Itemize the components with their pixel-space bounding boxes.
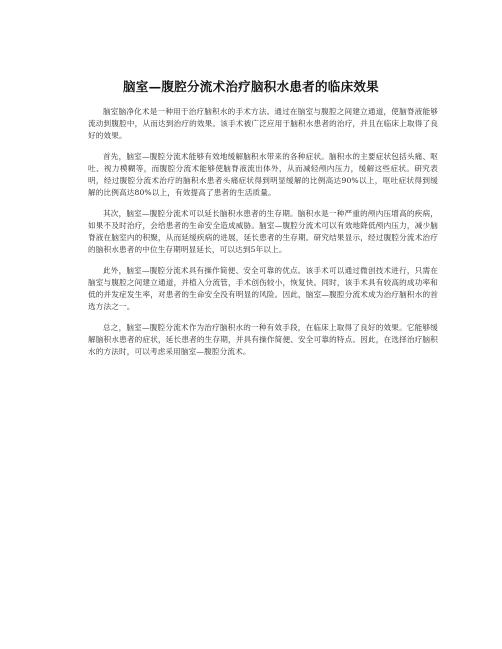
document-title: 脑室—腹腔分流术治疗脑积水患者的临床效果 [122, 79, 379, 94]
paragraph-symptom-relief: 首先，脑室—腹腔分流术能够有效地缓解脑积水带来的各种症状。脑积水的主要症状包括头痛、呕吐、视力模糊等，而腹腔分流术能够使脑脊液流出体外，从而减轻颅内压力，缓解这些症状。研究表明，经过腹腔分流术治疗的脑积水患者头痛症状得到明显缓解的比例高达90%以上，呕吐症状得到缓解的比例高达80%以上，有效提高了患者的生活质量。 [88, 152, 438, 197]
paragraph-intro: 脑室脑净化术是一种用于治疗脑积水的手术方法。通过在脑室与腹腔之间建立通道，使脑脊液能够流动到腹腔中，从而达到治疗的效果。该手术被广泛应用于脑积水患者的治疗，并且在临床上取得了良好的效果。 [88, 107, 438, 140]
paragraph-survival: 其次，脑室—腹腔分流术可以延长脑积水患者的生存期。脑积水是一种严重的颅内压增高的疾病，如果不及时治疗，会给患者的生命安全造成威胁。脑室—腹腔分流术可以有效地降低颅内压力，减少脑脊液在脑室内的积聚，从而延缓疾病的进展，延长患者的生存期。研究结果显示，经过腹腔分流术治疗的脑积水患者的中位生存期明显延长，可以达到5年以上。 [88, 209, 438, 254]
paragraph-safety: 此外，脑室—腹腔分流术具有操作简便、安全可靠的优点。该手术可以通过微创技术进行，只需在脑室与腹腔之间建立通道，并植入分流管，手术创伤较小，恢复快。同时，该手术具有较高的成功率和低的并发症发生率，对患者的生命安全没有明显的风险。因此，脑室—腹腔分流术成为治疗脑积水的首选方法之一。 [88, 266, 438, 311]
paragraph-conclusion: 总之，脑室—腹腔分流术作为治疗脑积水的一种有效手段，在临床上取得了良好的效果。它能够缓解脑积水患者的症状，延长患者的生存期，并具有操作简便、安全可靠的特点。因此，在选择治疗脑积水的方法时，可以考虑采用脑室—腹腔分流术。 [88, 323, 438, 356]
document-body [88, 106, 438, 367]
